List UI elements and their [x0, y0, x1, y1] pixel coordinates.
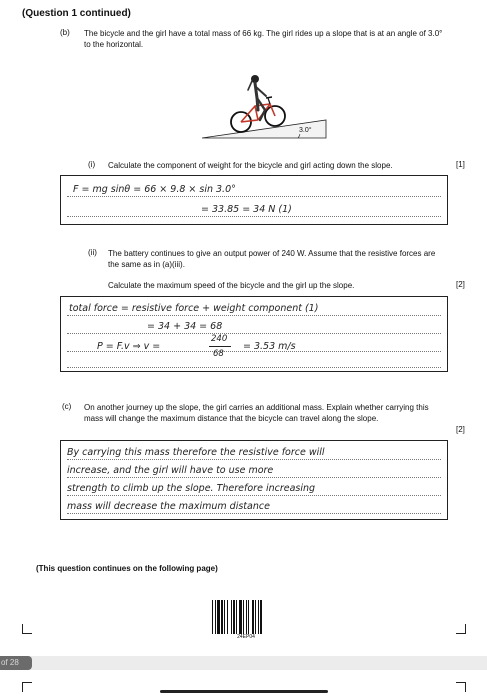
continues-note: (This question continues on the following page) — [36, 564, 218, 573]
part-ii-label: (ii) — [88, 248, 97, 257]
corner-mark-bottom-left — [22, 624, 32, 634]
barcode-stripe — [262, 600, 263, 634]
part-ii-frac-den: 68 — [213, 349, 224, 359]
barcode — [212, 600, 280, 634]
part-b-label: (b) — [60, 28, 70, 37]
corner-mark-top-left — [22, 682, 32, 692]
part-ii-answer-line3b: = 3.53 m/s — [243, 341, 296, 352]
part-c-answer-line: By carrying this mass therefore the resistive force will — [67, 447, 325, 458]
page-number-tag: of 28 — [0, 656, 32, 670]
part-c-marks: [2] — [456, 425, 465, 434]
part-i-question: Calculate the component of weight for the bicycle and girl acting down the slope. — [108, 161, 393, 170]
angle-label: 3.0° — [299, 127, 312, 134]
part-ii-answer-line1: total force = resistive force + weight component (1) — [69, 303, 319, 314]
fraction-bar — [209, 346, 231, 347]
corner-mark-top-right — [456, 682, 466, 692]
question-header: (Question 1 continued) — [22, 8, 131, 19]
page-separator — [0, 656, 487, 670]
part-i-answer-line1: F = mg sinθ = 66 × 9.8 × sin 3.0° — [73, 184, 236, 195]
part-c-text: On another journey up the slope, the girl carries an additional mass. Explain whether carrying this mass will change the maximum distance that the bicycle can travel along the slope. — [84, 403, 429, 423]
part-ii-answer-box[interactable] — [60, 296, 448, 372]
part-ii-answer-line2: = 34 + 34 = 68 — [147, 321, 223, 332]
part-i-answer-line2: = 33.85 = 34 N (1) — [201, 204, 292, 215]
part-i-marks: [1] — [456, 160, 465, 169]
part-ii-text1: The battery continues to give an output power of 240 W. Assume that the resistive forces are the same as in (a)(iii). — [108, 249, 436, 269]
part-ii-text2: Calculate the maximum speed of the bicycle and the girl up the slope. — [108, 281, 355, 290]
part-c-answer-line: increase, and the girl will have to use more — [67, 465, 274, 476]
home-indicator[interactable] — [160, 690, 328, 693]
part-c-label: (c) — [62, 402, 72, 411]
part-c-answer-line: mass will decrease the maximum distance — [67, 501, 270, 512]
part-i-label: (i) — [88, 160, 96, 169]
part-ii-frac-num: 240 — [211, 334, 228, 344]
part-b-text: The bicycle and the girl have a total mass of 66 kg. The girl rides up a slope that is at an angle of 3.0° to the horizontal. — [84, 29, 443, 49]
part-c-answer-line: strength to climb up the slope. Therefore increasing — [67, 483, 316, 494]
part-ii-marks: [2] — [456, 280, 465, 289]
barcode-code: 24EP04 — [237, 634, 255, 640]
part-i-answer-box[interactable] — [60, 175, 448, 225]
corner-mark-bottom-right — [456, 624, 466, 634]
part-c-answer-box[interactable] — [60, 440, 448, 520]
part-ii-answer-line3a: P = F.v ⇒ v = — [97, 341, 161, 352]
